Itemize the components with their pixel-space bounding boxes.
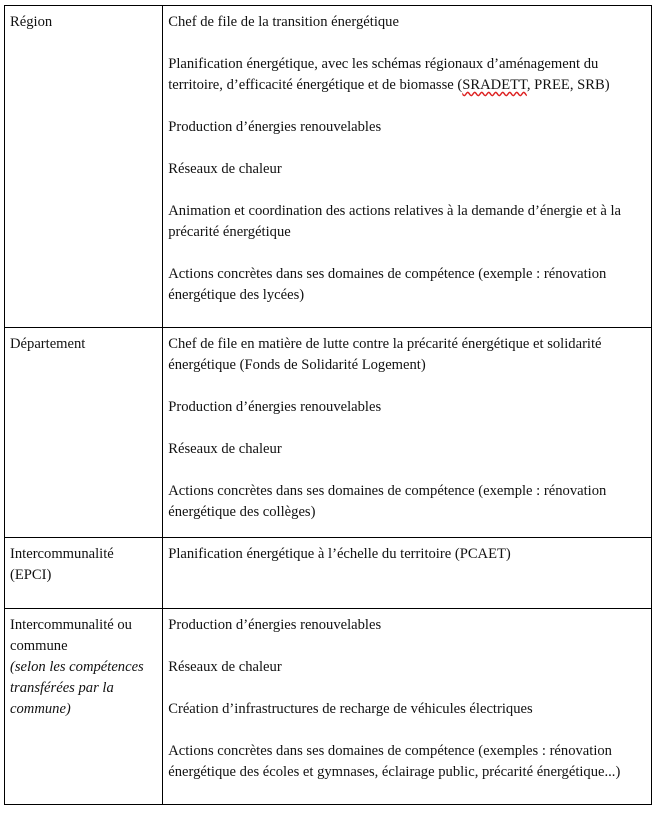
competence-item: Actions concrètes dans ses domaines de compétence (exemple : rénovation énergétique des collèges) <box>168 483 607 520</box>
row-label-cell <box>5 328 163 538</box>
row-content-cell <box>163 6 652 328</box>
competence-item <box>168 54 647 96</box>
row-label-cell <box>5 538 163 609</box>
competence-item: Animation et coordination des actions relatives à la demande d’énergie et à la précarité énergétique <box>168 203 622 240</box>
competence-item: Actions concrètes dans ses domaines de compétence (exemples : rénovation énergétique des écoles et gymnases, éclairage public, précarité énergétique...) <box>168 743 621 780</box>
competences-table <box>4 5 652 805</box>
row-label: Intercommunalité ou commune <box>10 617 132 654</box>
competence-item: Production d’énergies renouvelables <box>168 119 382 135</box>
row-content-cell <box>163 328 652 538</box>
competence-item: Actions concrètes dans ses domaines de compétence (exemple : rénovation énergétique des lycées) <box>168 266 607 303</box>
competence-item: Chef de file de la transition énergétique <box>168 14 399 30</box>
row-label-cell <box>5 609 163 805</box>
competence-item: Création d’infrastructures de recharge de véhicules électriques <box>168 701 533 717</box>
competence-item: Réseaux de chaleur <box>168 441 282 457</box>
row-label: Intercommunalité (EPCI) <box>10 546 114 583</box>
row-content-cell <box>163 538 652 609</box>
row-content-cell <box>163 609 652 805</box>
competence-item: Production d’énergies renouvelables <box>168 617 382 633</box>
competence-item: Réseaux de chaleur <box>168 659 282 675</box>
row-label-cell <box>5 6 163 328</box>
table-row-epci <box>5 538 652 609</box>
table-row-departement <box>5 328 652 538</box>
table-row-commune <box>5 609 652 805</box>
row-label: Département <box>10 336 86 352</box>
table-row-region <box>5 6 652 328</box>
competence-item: Réseaux de chaleur <box>168 161 282 177</box>
competence-item-text: Planification énergétique, avec les schémas régionaux d’aménagement du territoire, d’efficacité énergétique et de biomasse ( <box>168 56 599 93</box>
competence-item: Production d’énergies renouvelables <box>168 399 382 415</box>
spellcheck-word: SRADETT <box>462 77 527 93</box>
row-label: Région <box>10 14 53 30</box>
competence-item-tail: , PREE, SRB) <box>526 77 610 93</box>
competence-item: Planification énergétique à l’échelle du territoire (PCAET) <box>168 546 511 562</box>
row-label-note: (selon les compétences transférées par la commune) <box>10 659 144 717</box>
competence-item: Chef de file en matière de lutte contre la précarité énergétique et solidarité énergétique (Fonds de Solidarité Logement) <box>168 336 602 373</box>
